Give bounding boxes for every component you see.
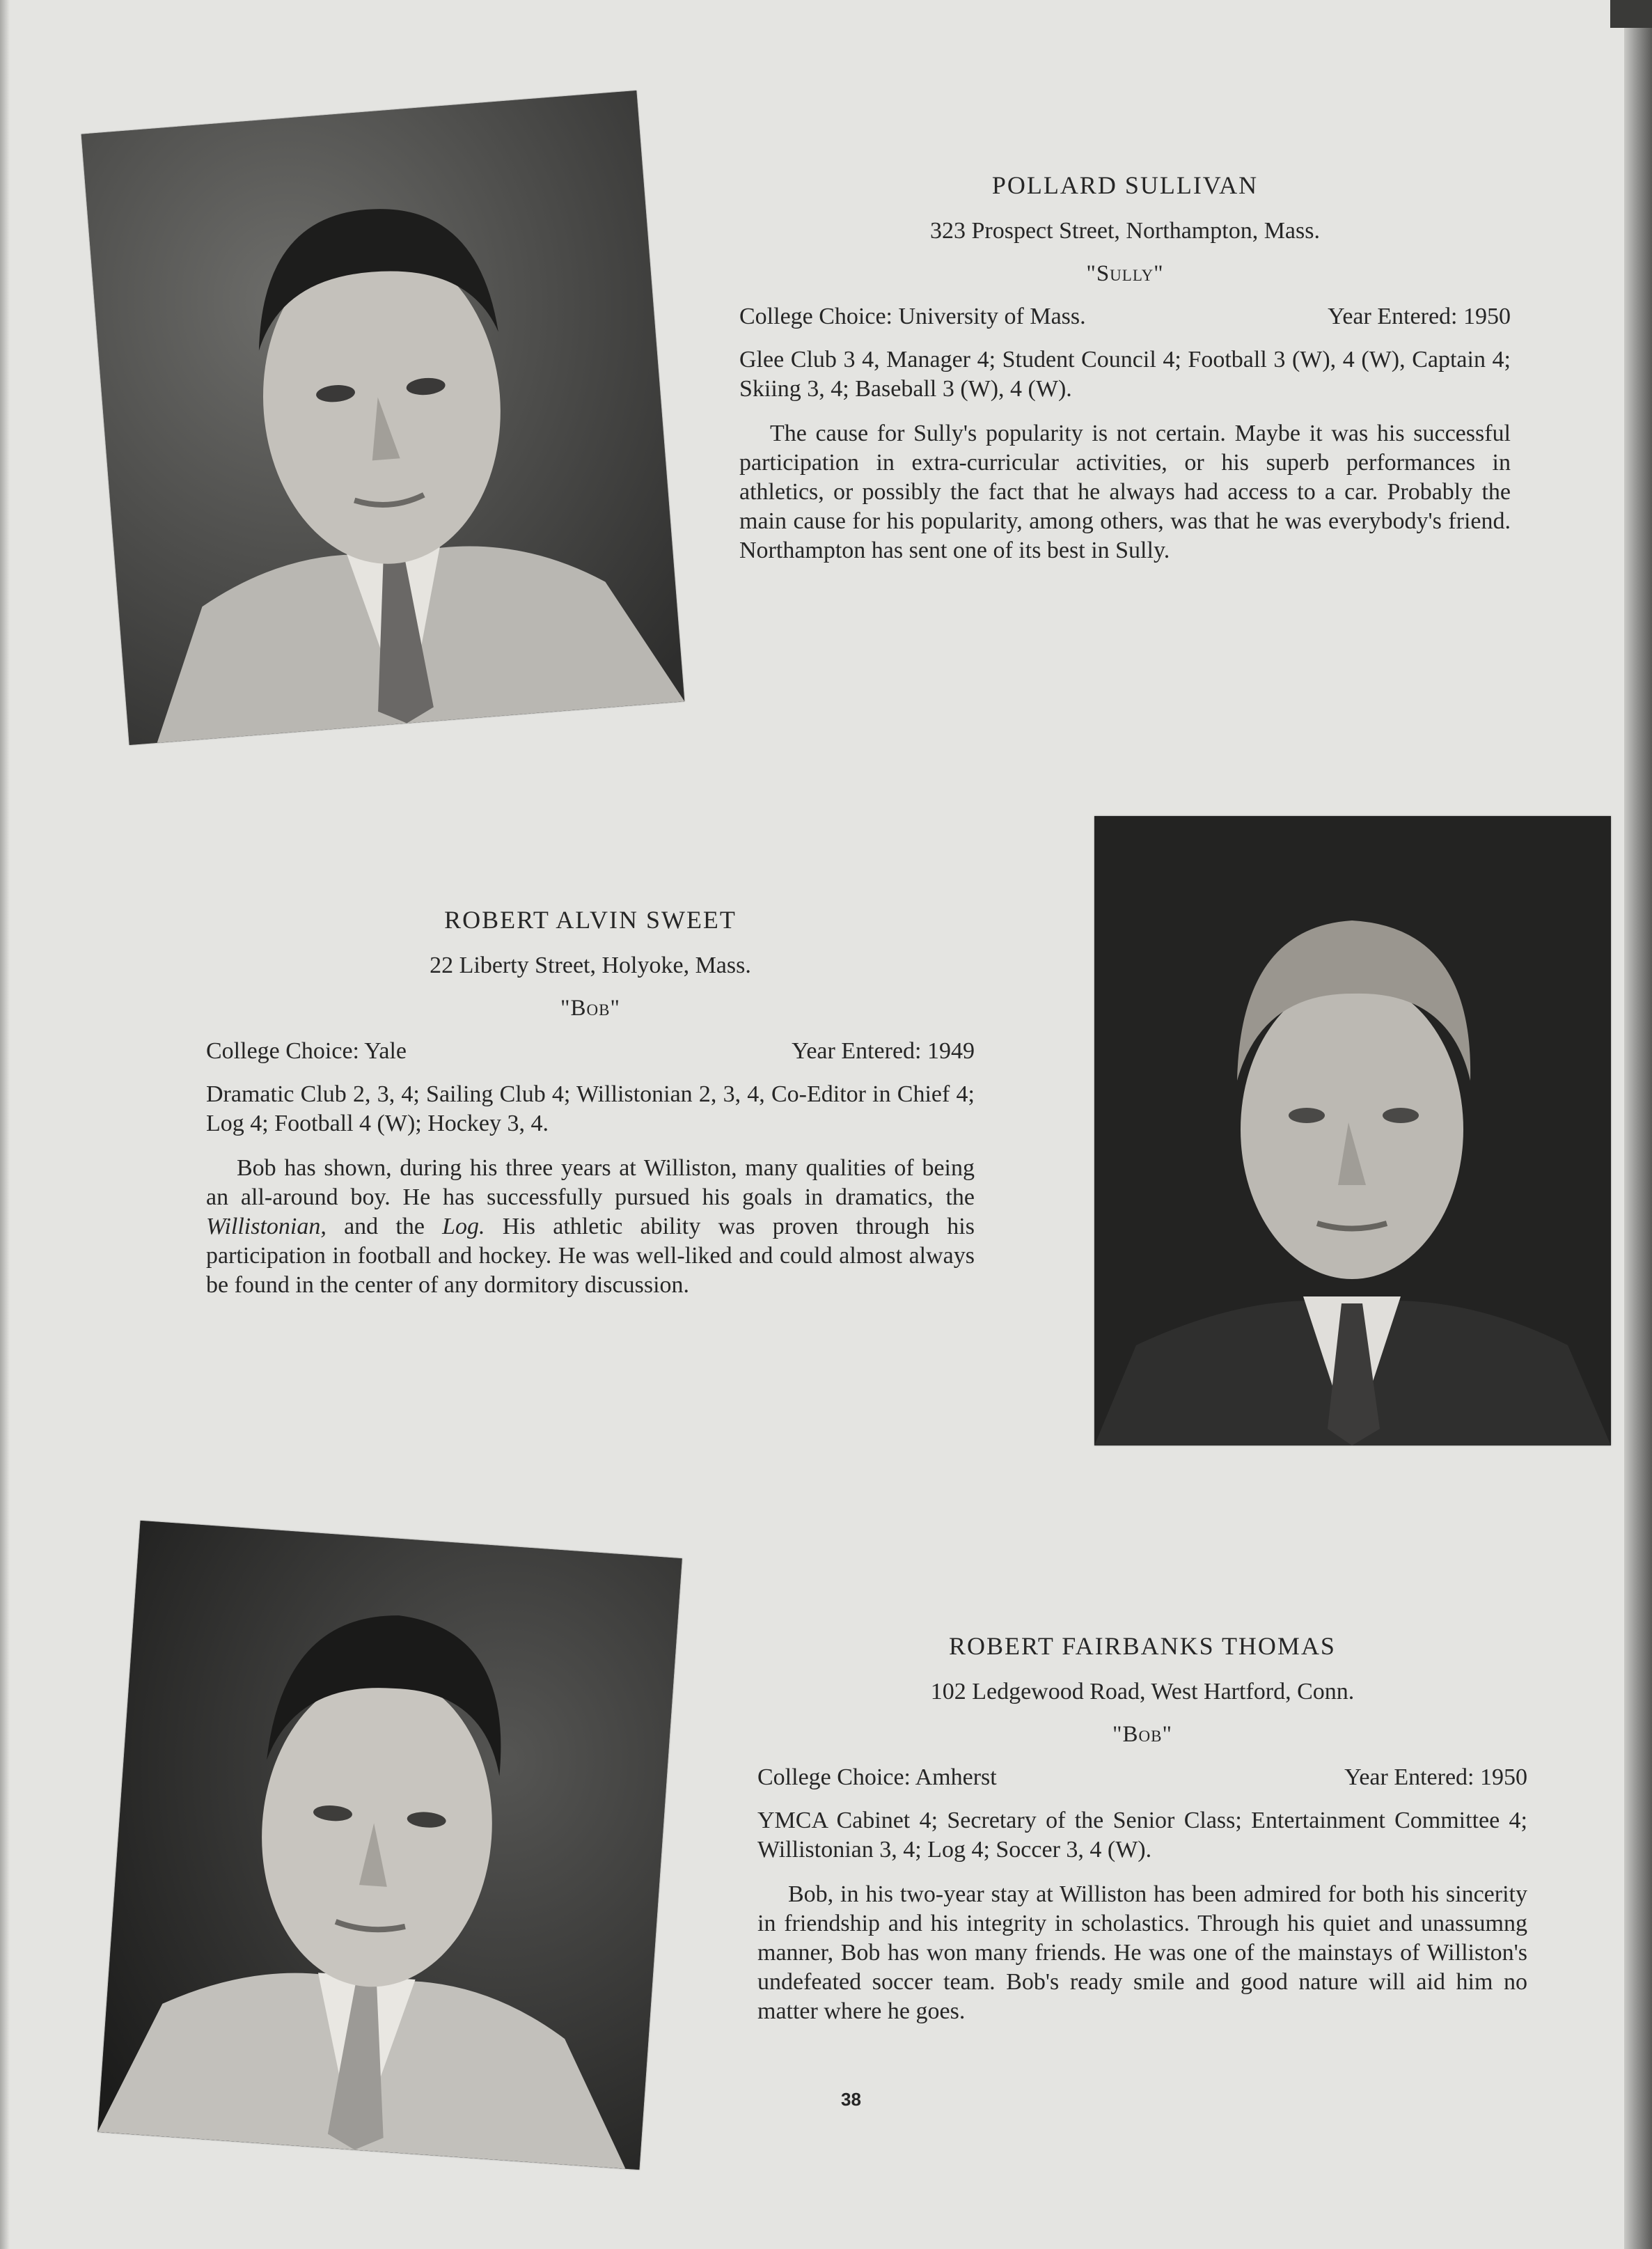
portrait-photo-sullivan <box>81 91 685 745</box>
portrait-sweet-image <box>1094 816 1611 1445</box>
student-nickname: "Sully" <box>1086 261 1164 286</box>
portrait-thomas-image <box>97 1521 682 2170</box>
student-nickname: "Bob" <box>560 996 620 1021</box>
college-choice: College Choice: Yale <box>206 1038 407 1064</box>
student-entry-thomas <box>757 1631 1527 2026</box>
portrait-sullivan-image <box>81 91 685 745</box>
student-address: 102 Ledgewood Road, West Hartford, Conn. <box>930 1679 1355 1705</box>
page-left-edge-shadow <box>0 0 10 2249</box>
student-entry-sullivan <box>739 171 1511 565</box>
college-choice: College Choice: Amherst <box>757 1764 997 1790</box>
student-entry-sweet <box>206 905 975 1300</box>
student-address: 22 Liberty Street, Holyoke, Mass. <box>430 953 751 978</box>
portrait-photo-thomas <box>97 1521 682 2170</box>
student-nickname: "Bob" <box>1112 1722 1172 1747</box>
college-year-row <box>757 1764 1527 1791</box>
student-name: ROBERT ALVIN SWEET <box>444 906 737 934</box>
portrait-photo-sweet <box>1094 816 1611 1445</box>
year-entered: Year Entered: 1950 <box>1328 304 1511 329</box>
binding-corner <box>1610 0 1652 28</box>
activities-list: Glee Club 3 4, Manager 4; Student Council 4; Football 3 (W), 4 (W), Captain 4; Skiing 3, 4; Baseball 3 (W), 4 (W). <box>739 347 1511 402</box>
student-biography: Bob, in his two-year stay at Williston has been admired for both his sincerity in friendship and his integrity in scholastics. Through his quiet and unassumng manner, Bob has won many friends. He was one of the mainstays of Williston's undefeated soccer team. Bob's ready smile and good nature will aid him no matter where he goes. <box>757 1881 1527 2024</box>
activities-list: YMCA Cabinet 4; Secretary of the Senior Class; Entertainment Committee 4; Willistonian 3, 4; Log 4; Soccer 3, 4 (W). <box>757 1808 1527 1863</box>
student-biography: The cause for Sully's popularity is not certain. Maybe it was his successful participation in extra-curricular activities, or his superb performances in athletics, or possibly the fact that he always had access to a car. Probably the main cause for his popularity, among others, was that he was everybody's friend. Northampton has sent one of its best in Sully. <box>739 421 1511 563</box>
student-name: POLLARD SULLIVAN <box>991 171 1259 199</box>
college-year-row <box>206 1038 975 1065</box>
student-name: ROBERT FAIRBANKS THOMAS <box>949 1632 1336 1660</box>
year-entered: Year Entered: 1950 <box>1344 1764 1527 1790</box>
binding-spine <box>1624 0 1652 2249</box>
activities-list: Dramatic Club 2, 3, 4; Sailing Club 4; Willistonian 2, 3, 4, Co-Editor in Chief 4; Log 4; Football 4 (W); Hockey 3, 4. <box>206 1081 975 1136</box>
student-address: 323 Prospect Street, Northampton, Mass. <box>930 218 1320 244</box>
college-choice: College Choice: University of Mass. <box>739 304 1086 329</box>
page-number: 38 <box>841 2089 861 2110</box>
year-entered: Year Entered: 1949 <box>792 1038 975 1064</box>
college-year-row <box>739 304 1511 330</box>
student-biography: Bob has shown, during his three years at Williston, many qualities of being an all-around boy. He has successfully pursued his goals in dramatics, the Willistonian, and the Log. His athletic ability was proven through his participation in football and hockey. He was well-liked and could almost always be found in the center of any dormitory discussion. <box>206 1155 975 1298</box>
